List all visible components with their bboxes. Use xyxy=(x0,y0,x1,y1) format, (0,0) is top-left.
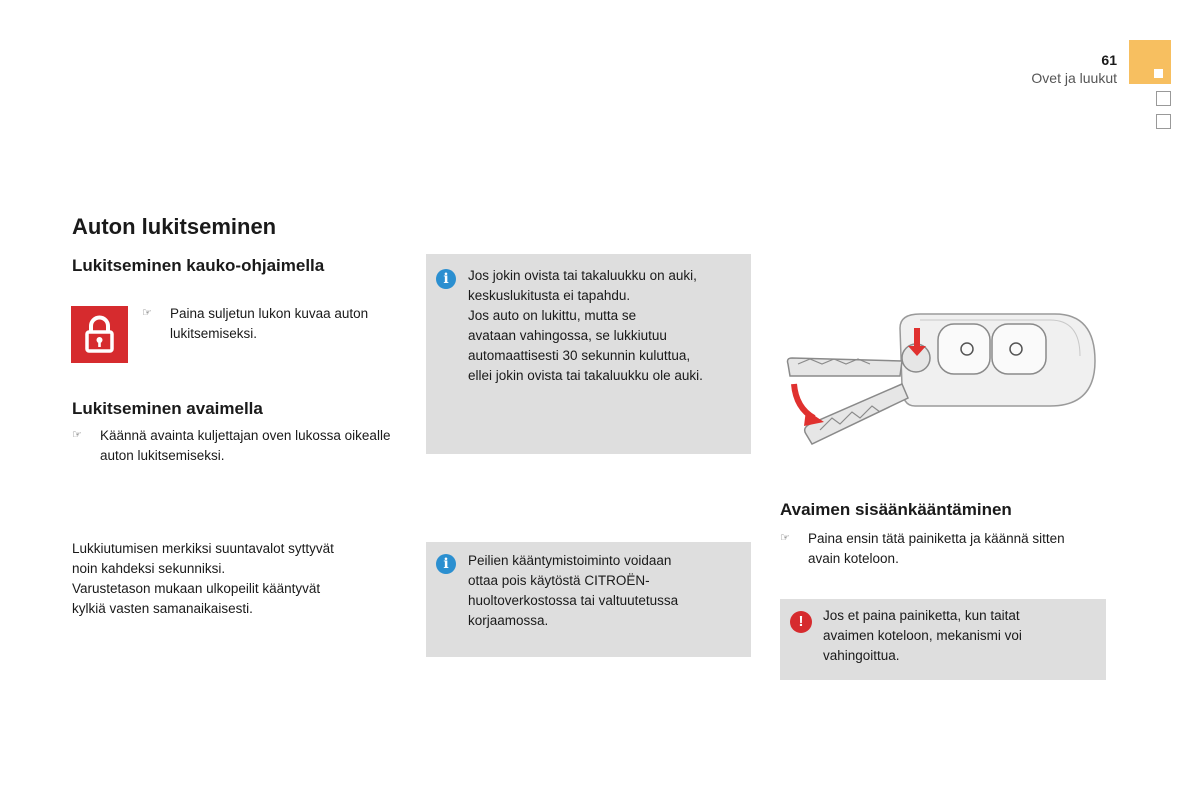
bullet-hand-icon: ☞ xyxy=(142,307,152,319)
list-item xyxy=(142,304,402,344)
text-line: huoltoverkostossa tai valtuutetussa xyxy=(468,593,679,608)
lock-icon xyxy=(71,306,128,363)
section-heading-key: Lukitseminen avaimella xyxy=(72,399,263,418)
list-item xyxy=(780,529,1110,569)
text-line: Jos jokin ovista tai takaluukku on auki, xyxy=(468,268,697,283)
info-icon: i xyxy=(436,554,456,574)
text-line: avataan vahingossa, se lukkiutuu xyxy=(468,328,667,343)
tab-box xyxy=(1156,114,1171,129)
tab-box xyxy=(1156,91,1171,106)
text-line: avaimen koteloon, mekanismi voi xyxy=(823,628,1022,643)
section-heading-fold: Avaimen sisäänkääntäminen xyxy=(780,500,1012,519)
text-line: Jos et paina painiketta, kun taitat xyxy=(823,608,1020,623)
chapter-tab xyxy=(1129,40,1171,84)
info-note-mirrors xyxy=(426,542,751,657)
tab-marker xyxy=(1154,69,1163,78)
key-fold-illustration xyxy=(780,306,1100,456)
warning-note-fold xyxy=(780,599,1106,680)
text-line: Jos auto on lukittu, mutta se xyxy=(468,308,637,323)
info-note-locking xyxy=(426,254,751,454)
bullet-text: Paina suljetun lukon kuvaa auton lukitsemiseksi. xyxy=(170,306,369,341)
text-line: avain koteloon. xyxy=(808,551,899,566)
text-line: korjaamossa. xyxy=(468,613,549,628)
page-title: Auton lukitseminen xyxy=(72,214,277,239)
text-line: Peilien kääntymistoiminto voidaan xyxy=(468,553,672,568)
list-item xyxy=(72,426,392,466)
chapter-title: Ovet ja luukut xyxy=(1031,70,1117,86)
bullet-text: Käännä avainta kuljettajan oven lukossa oikealle auton lukitsemiseksi. xyxy=(100,428,391,463)
bullet-hand-icon: ☞ xyxy=(72,429,82,441)
text-line: automaattisesti 30 sekunnin kuluttua, xyxy=(468,348,691,363)
text-line: kylkiä vasten samanaikaisesti. xyxy=(72,601,253,616)
text-line: ellei jokin ovista tai takaluukku ole auki. xyxy=(468,368,703,383)
text-line: Varustetason mukaan ulkopeilit kääntyvät xyxy=(72,581,321,596)
text-line: Lukkiutumisen merkiksi suuntavalot syttyvät xyxy=(72,541,334,556)
warning-icon: ! xyxy=(790,611,812,633)
text-line: ottaa pois käytöstä CITROËN- xyxy=(468,573,650,588)
bullet-hand-icon: ☞ xyxy=(780,532,790,544)
text-line: keskuslukitusta ei tapahdu. xyxy=(468,288,631,303)
text-line: Paina ensin tätä painiketta ja käännä sitten xyxy=(808,531,1065,546)
signal-paragraph xyxy=(72,539,402,619)
info-icon: i xyxy=(436,269,456,289)
text-line: noin kahdeksi sekunniksi. xyxy=(72,561,226,576)
text-line: vahingoittua. xyxy=(823,648,900,663)
section-heading-remote: Lukitseminen kauko-ohjaimella xyxy=(72,256,325,275)
page-number: 61 xyxy=(1101,52,1117,68)
